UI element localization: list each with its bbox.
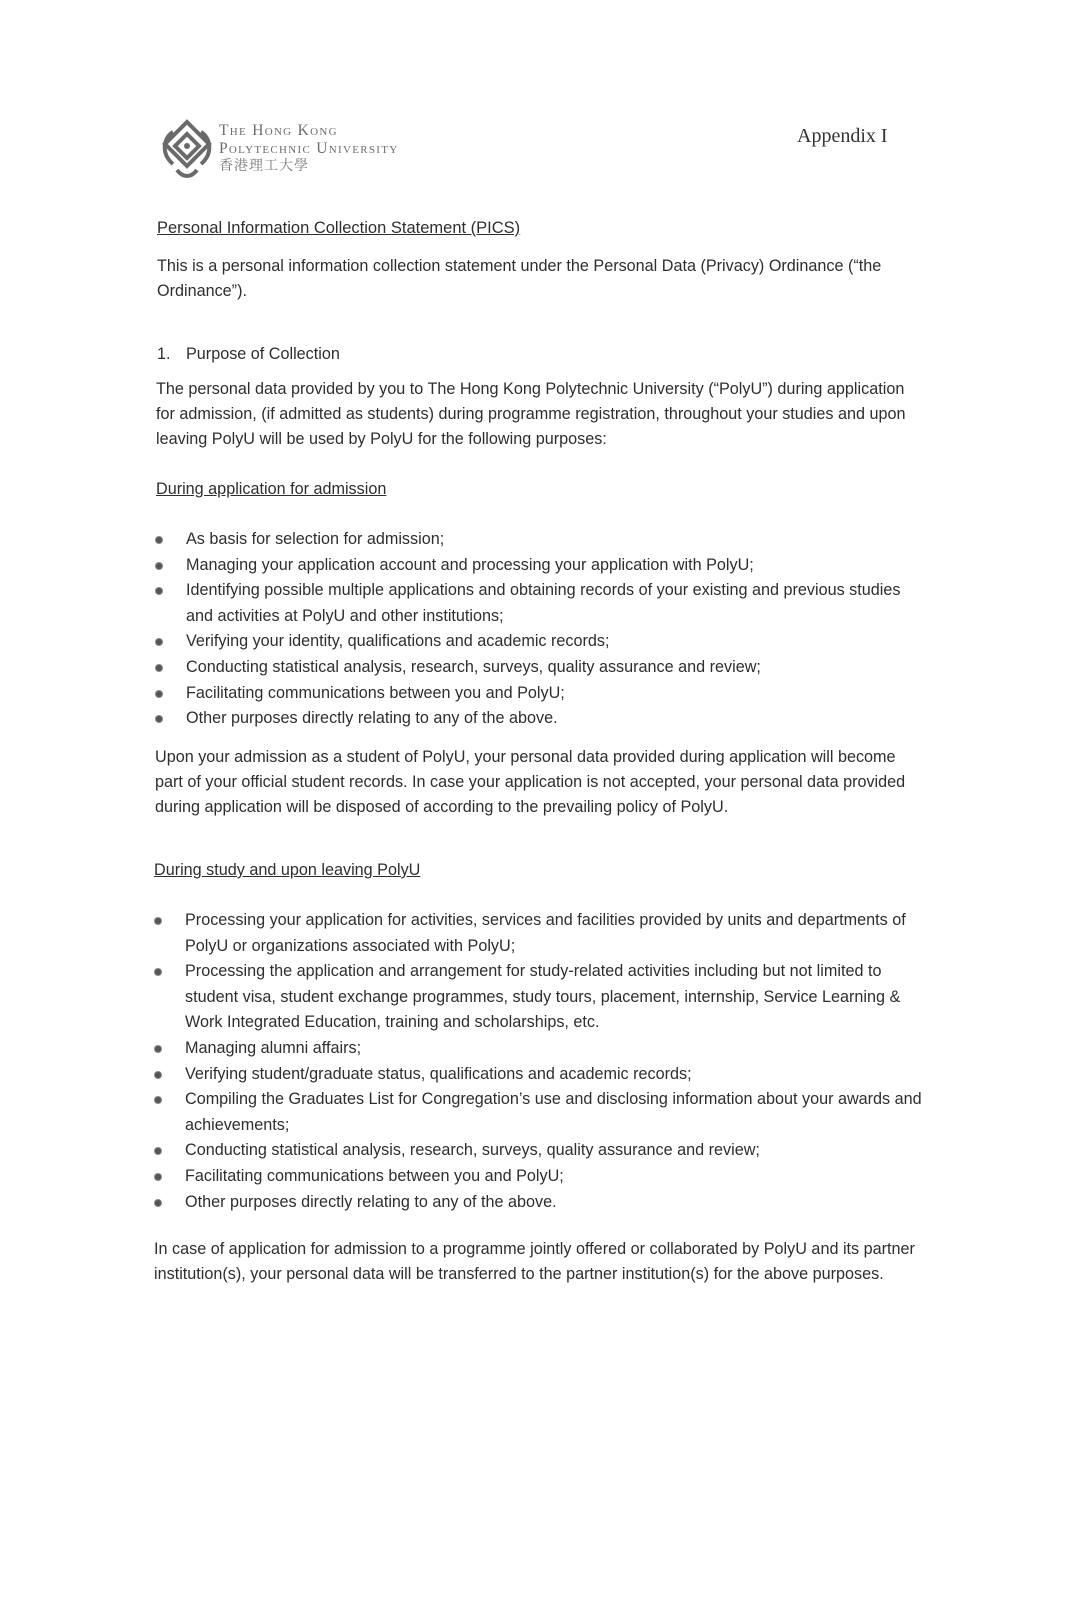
document-title: Personal Information Collection Statement (PICS) bbox=[157, 219, 521, 237]
admission-records-paragraph: Upon your admission as a student of PolyU, your personal data provided during application will become part of your official student records. In case your application is not accepted, your personal data provided during application will be disposed of according to the prevailing policy of PolyU. bbox=[155, 748, 906, 816]
list-item: Managing alumni affairs; bbox=[154, 1036, 924, 1062]
subheading-application: During application for admission bbox=[156, 480, 387, 498]
appendix-label: Appendix I bbox=[797, 125, 888, 147]
purpose-paragraph: The personal data provided by you to The Hong Kong Polytechnic University (“PolyU”) during application for admission, (if admitted as students) during programme registration, throughout your studies and upon leaving PolyU will be used by PolyU for the following purposes: bbox=[156, 380, 906, 448]
list-item: Processing your application for activities, services and facilities provided by units and departments of PolyU or organizations associated with PolyU; bbox=[154, 908, 924, 959]
admission-purposes-list bbox=[155, 527, 915, 732]
joint-programme-paragraph: In case of application for admission to a programme jointly offered or collaborated by PolyU and its partner institution(s), your personal data will be transferred to the partner institution(s) for the above purposes. bbox=[154, 1240, 915, 1283]
study-purposes-list bbox=[154, 908, 924, 1215]
logo-name-line-1: The Hong Kong bbox=[219, 122, 338, 139]
list-item: Verifying your identity, qualifications and academic records; bbox=[155, 629, 915, 655]
logo-name-line-2: Polytechnic University bbox=[219, 140, 399, 157]
section-title: Purpose of Collection bbox=[186, 345, 340, 363]
list-item: Compiling the Graduates List for Congregation’s use and disclosing information about your awards and achievements; bbox=[154, 1087, 924, 1138]
logo-name-chinese: 香港理工大學 bbox=[219, 159, 309, 174]
university-logo bbox=[157, 118, 457, 182]
list-item: Verifying student/graduate status, qualifications and academic records; bbox=[154, 1062, 924, 1088]
polyu-emblem-icon bbox=[157, 118, 217, 182]
list-item: Other purposes directly relating to any of the above. bbox=[154, 1190, 924, 1216]
list-item: Managing your application account and processing your application with PolyU; bbox=[155, 553, 915, 579]
list-item: Other purposes directly relating to any of the above. bbox=[155, 706, 915, 732]
logo-wordmark bbox=[219, 122, 399, 176]
list-item: Conducting statistical analysis, research, surveys, quality assurance and review; bbox=[154, 1138, 924, 1164]
list-item: Facilitating communications between you and PolyU; bbox=[154, 1164, 924, 1190]
intro-paragraph: This is a personal information collection statement under the Personal Data (Privacy) Ordinance (“the Ordinance”). bbox=[157, 257, 882, 300]
subheading-study: During study and upon leaving PolyU bbox=[154, 861, 421, 879]
list-item: As basis for selection for admission; bbox=[155, 527, 915, 553]
list-item: Facilitating communications between you and PolyU; bbox=[155, 681, 915, 707]
list-item: Processing the application and arrangement for study-related activities including but not limited to student visa, student exchange programmes, study tours, placement, internship, Service Learning & Work Integrated Education, training and scholarships, etc. bbox=[154, 959, 924, 1036]
section-number: 1. bbox=[157, 345, 171, 363]
section-heading-purpose bbox=[157, 342, 340, 367]
list-item: Conducting statistical analysis, research, surveys, quality assurance and review; bbox=[155, 655, 915, 681]
list-item: Identifying possible multiple applications and obtaining records of your existing and previous studies and activities at PolyU and other institutions; bbox=[155, 578, 915, 629]
